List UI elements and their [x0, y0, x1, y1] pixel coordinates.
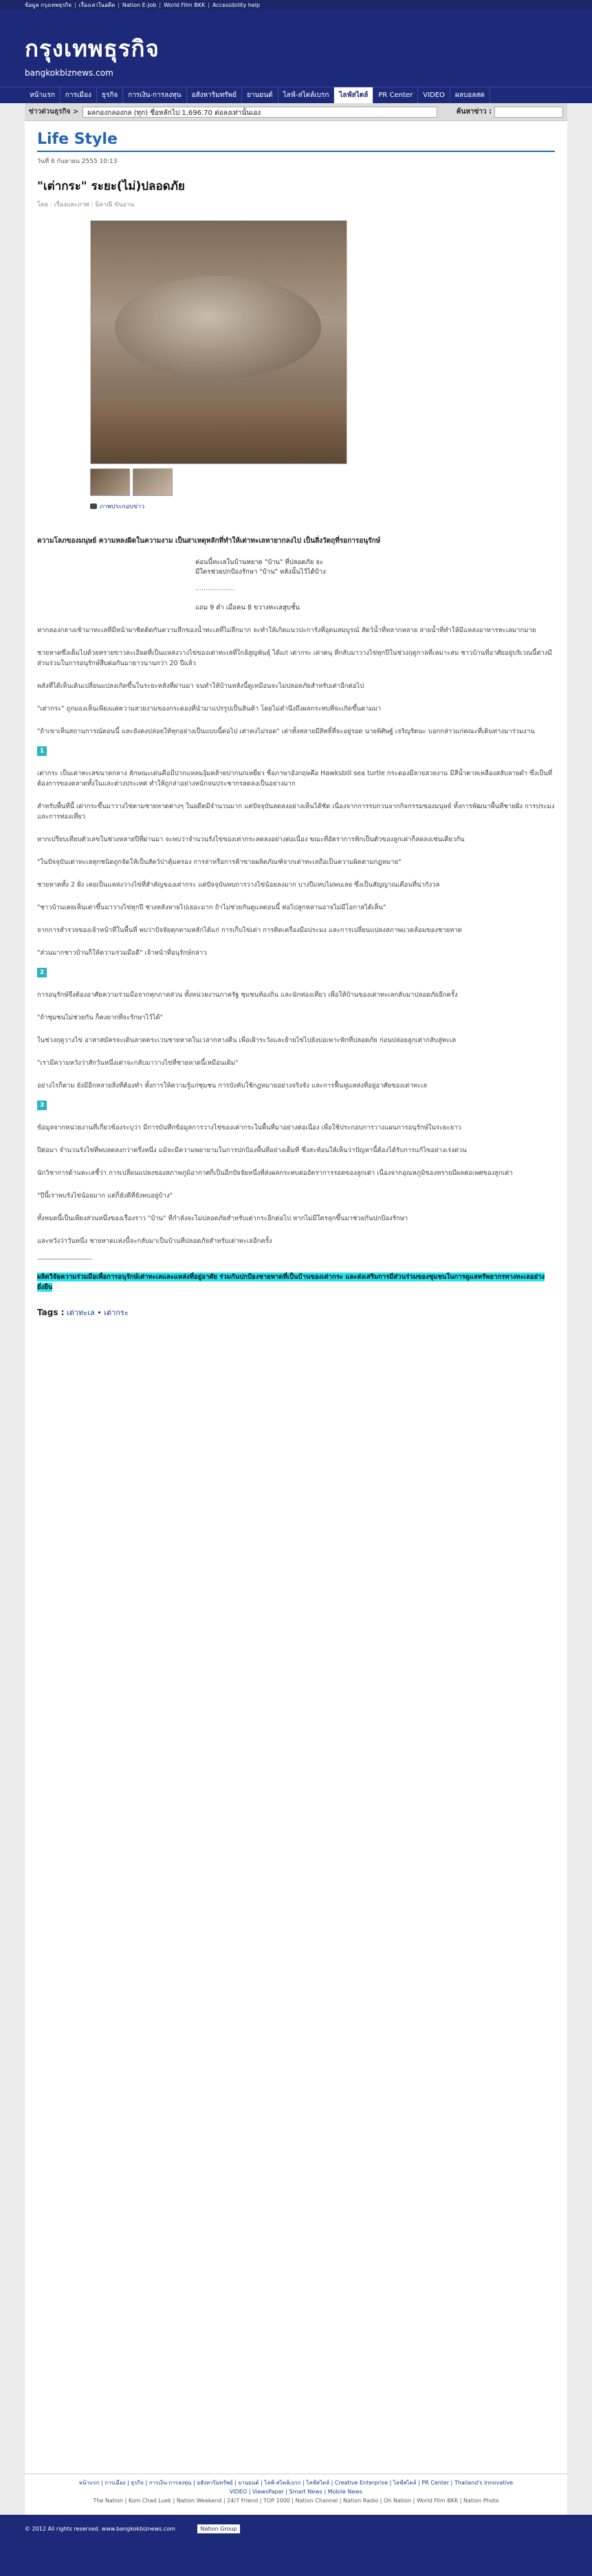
article-paragraph: "ส่วนมากชาวบ้านก็ให้ความร่วมมือดี" เจ้าหน้าที่อนุรักษ์กล่าว [37, 949, 207, 957]
article-paragraph: พลังที่ได้เห็นเดินเปลี่ยนแปลงเกิดขึ้นในระยะหลังที่ผ่านมา จนทำให้บ้านหลังนี้ดูเหมือนจะไม่ปลอดภัยสำหรับเต่าอีกต่อไป [37, 682, 364, 690]
article-paragraph: ทั้งหมดนี้เป็นเพียงส่วนหนึ่งของเรื่องราว "บ้าน" ที่กำลังจะไม่ปลอดภัยสำหรับเต่ากระอีกต่อไป หากไม่มีใครลุกขึ้นมาช่วยกันปกป้องรักษา [37, 1215, 408, 1222]
main-nav [0, 87, 592, 103]
article-paragraph: หากเปรียบเทียบตัวเลขในช่วงหลายปีที่ผ่านมา จะพบว่าจำนวนรังไข่ของเต่ากระลดลงอย่างต่อเนื่อง ขณะที่อัตราการฟักเป็นตัวของลูกเต่าก็ลดลงเช่นเดียวกัน [37, 836, 465, 843]
article-paragraph: ปีต่อมา จำนวนรังไข่ที่พบลดลงกว่าครึ่งหนึ่ง แม้จะมีความพยายามในการปกป้องพื้นที่อย่างเต็มที่ ซึ่งสะท้อนให้เห็นว่าปัญหานี้ต้องได้รับการแก้ไขอย่างเร่งด่วน [37, 1147, 467, 1154]
tags-label: Tags : [37, 1308, 65, 1317]
nav-video[interactable]: VIDEO [418, 87, 450, 104]
article-byline: โดย : เรื่องและภาพ : นิลาณี ขันอาน [37, 202, 135, 208]
footer-nav-row[interactable]: VIDEO | ViewsPaper | Smart News | Mobile News [229, 2489, 363, 2495]
breaking-news-label: ข่าวด่วนธุรกิจ > [29, 108, 79, 116]
nav-lifestyle-break[interactable]: ไลฟ์-สไตล์เบรก [278, 87, 335, 104]
article-paragraph: นักวิชาการด้านทะเลชี้ว่า การเปลี่ยนแปลงของสภาพภูมิอากาศก็เป็นอีกปัจจัยหนึ่งที่ส่งผลกระทบต่ออัตราการรอดของลูกเต่า เนื่องจากอุณหภูมิของทรายมีผลต่อเพศของลูกเต่า [37, 1169, 513, 1177]
article-paragraph: หากลองกลางเข้ามาทะเลที่มีหน้าผาชิดติดกันความลึกของน้ำทะเลที่ไม่ลึกมาก จะทำให้เกิดแนวปะการังที่อุดมสมบูรณ์ สัตว์น้ำที่หลากหลาย สายน้ำที่ทำให้มีแหล่งอาหารทะเลมากมาย [37, 627, 536, 634]
section-title: Life Style [37, 131, 118, 148]
article-paragraph: และหวังว่าวันหนึ่ง ชายหาดแห่งนี้จะกลับมาเป็นบ้านที่ปลอดภัยสำหรับเต่าทะเลอีกครั้ง [37, 1237, 272, 1245]
nav-home[interactable]: หน้าแรก [25, 87, 61, 104]
nav-football[interactable]: ผลบอลสด [450, 87, 490, 104]
photo-ground [91, 402, 347, 464]
nation-group-badge[interactable]: Nation Group [197, 2524, 239, 2533]
nav-politics[interactable]: การเมือง [61, 87, 97, 104]
article-paragraph: ชายหาดทั้ง 2 ฝั่ง เคยเป็นแหล่งวางไข่ที่สำคัญของเต่ากระ แต่ปัจจุบันพบการวางไข่น้อยลงมาก บางปีแทบไม่พบเลย ซึ่งเป็นสัญญาณเตือนที่น่ากังวล [37, 881, 440, 889]
article-paragraph: "เรามีความหวังว่าสักวันหนึ่งเต่าจะกลับมาวางไข่ที่ชายหาดนี้เหมือนเดิม" [37, 1059, 239, 1067]
article-lead: ความโลภของมนุษย์ ความหลงผิดในความงาม เป็นสาเหตุหลักที่ทำให้เต่าทะเลหายากลงไป เป็นสิ่งวัตถุที่รอการอนุรักษ์ [37, 537, 381, 545]
footer-nav-row[interactable]: หน้าแรก | การเมือง | ธุรกิจ | การเงิน-การลงทุน | อสังหาริมทรัพย์ | ยานยนต์ | ไลฟ์-สไตล์เบรก | ไลฟ์สไตล์ | Creative Enterprise | ไลฟ์สไตล์ | PR Center | Thailand's Innovative [78, 2480, 514, 2486]
top-utility-bar: ข้อมูล กรุงเทพธุรกิจ | เรื่องเล่าในอดีต | Nation E-Job | World Film BKK | Accessibility help [0, 0, 592, 10]
news-ticker[interactable]: ผลกองกลองกล (ทุก) ชื่อหลักไป 1,696.70 ต่อลงเท่านั้นเอง [83, 107, 437, 118]
topbar-link[interactable]: Accessibility help [212, 1, 261, 8]
section-number-badge: 2 [37, 968, 47, 977]
logo-domain-text: bangkokbiznews.com [25, 68, 113, 78]
topbar-link[interactable]: ข้อมูล กรุงเทพธุรกิจ [25, 1, 72, 8]
pull-quote-text: ค่อนนี้ทะเลในบ้านหยาด "บ้าน" ที่ปลอดภัย จะมีใครช่วยปกป้องรักษา "บ้าน" หลังนั้นไว้ได้บ้าง [195, 559, 326, 576]
article-paragraph: จากการสำรวจของเจ้าหน้าที่ในพื้นที่ พบว่าปัจจัยคุกคามหลักได้แก่ การเก็บไข่เต่า การติดเครื่องมือประมง และการเปลี่ยนแปลงสภาพแวดล้อมของชายหาด [37, 927, 462, 934]
article-paragraph: สำหรับพื้นที่นี้ เต่ากระขึ้นมาวางไข่ตามชายหาดต่างๆ ในอดีตมีจำนวนมาก แต่ปัจจุบันลดลงอย่างเห็นได้ชัด เนื่องจากการรบกวนจากกิจกรรมของมนุษย์ ทั้งการพัฒนาพื้นที่ชายฝั่ง การประมง และการท่องเที่ยว [37, 803, 555, 821]
logo-thai-text: กรุงเทพธุรกิจ [25, 35, 160, 62]
tag-link[interactable]: เต่าทะเล [66, 1308, 95, 1317]
gallery-link[interactable] [90, 501, 555, 511]
article-paragraph: "ถ้าชุมชนไม่ช่วยกัน ก็คงยากที่จะรักษาไว้ได้" [37, 1014, 163, 1021]
topbar-link[interactable]: Nation E-Job [122, 1, 157, 8]
article-paragraph: "ชาวบ้านเคยเห็นเต่าขึ้นมาวางไข่ทุกปี ช่วงหลังหายไปเยอะมาก ถ้าไม่ช่วยกันดูแลตอนนี้ ต่อไปลูกหลานอาจไม่มีโอกาสได้เห็น" [37, 904, 386, 911]
section-number-badge: 1 [37, 746, 47, 756]
footer-nav [25, 2474, 567, 2515]
article-date: วันที่ 6 กันยายน 2555 10:13 [37, 158, 118, 165]
topbar-link[interactable]: World Film BKK [164, 1, 206, 8]
pull-quote [195, 558, 326, 613]
article-paragraph: ในช่วงฤดูวางไข่ อาสาสมัครจะเดินลาดตระเวนชายหาดในเวลากลางคืน เพื่อเฝ้าระวังและย้ายไข่ไปยังบ่อเพาะฟักที่ปลอดภัย ก่อนปล่อยลูกเต่ากลับสู่ทะเล [37, 1037, 457, 1044]
article-paragraph: ชายหาดซึ่งเต็มไปด้วยทรายขาวละเอียดที่เป็นแหล่งวางไข่ของเต่าทะเลที่ใกล้สูญพันธุ์ ได้แก่ เต่ากระ เต่าตนุ ที่กลับมาวางไข่ทุกปีในช่วงฤดูกาลที่เหมาะสม ชาวบ้านที่อาศัยอยู่บริเวณนี้ต่างมีส่วนร่วมในการอนุรักษ์สืบต่อกันมายาวนานกว่า 20 ปีแล้ว [37, 649, 552, 667]
breaking-news-bar [25, 103, 567, 121]
topbar-link[interactable]: เรื่องเล่าในอดีต [78, 1, 116, 8]
nav-property[interactable]: อสังหาริมทรัพย์ [187, 87, 243, 104]
article-paragraph: "เต่ากระ" ถูกมองเห็นเพียงแค่ความสวยงามของกระดองที่นำมาแปรรูปเป็นสินค้า โดยไม่คำนึงถึงผลกระทบที่จะเกิดขึ้นตามมา [37, 705, 382, 713]
article-paragraph: "ถ้าเขาเห็นสถานการณ์ตอนนี้ และยังคงปล่อยให้ทุกอย่างเป็นแบบนี้ต่อไป เต่าคงไม่รอด" เต่าทั้งหลายมีสิทธิ์ที่จะอยู่รอด นายพิศิษฐ์ เจริญรัตนะ บอกกล่าวแก่คณะที่เดินทางมาร่วมงาน [37, 728, 535, 735]
photo-thumbnail[interactable] [90, 468, 130, 496]
nav-business[interactable]: ธุรกิจ [97, 87, 123, 104]
masthead [0, 10, 592, 87]
photo-thumbnails [90, 468, 555, 496]
article-paragraph: เต่ากระ เป็นเต่าทะเลขนาดกลาง ลักษณะเด่นคือมีปากแหลมงุ้มคล้ายปากนกเหยี่ยว ชื่อภาษาอังกฤษคือ Hawksbill sea turtle กระดองมีลายสวยงาม มีสีน้ำตาลเหลืองสลับลายดำ ซึ่งเป็นที่ต้องการของตลาดทั้งในและต่างประเทศ ทำให้ถูกล่าอย่างหนักจนประชากรลดลงเป็นอย่างมาก [37, 770, 553, 788]
copyright-text: © 2012 All rights reserved. www.bangkokbiznews.com [25, 2526, 175, 2532]
section-divider [37, 151, 555, 152]
footer-bar [0, 2515, 592, 2576]
article-paragraph: ข้อมูลจากหน่วยงานที่เกี่ยวข้องระบุว่า มีการบันทึกข้อมูลการวางไข่ของเต่ากระในพื้นที่มาอย่างต่อเนื่อง เพื่อใช้ประกอบการวางแผนการอนุรักษ์ในระยะยาว [37, 1124, 461, 1132]
article-tags: Tags : เต่าทะเล • เต่ากระ [37, 1308, 129, 1317]
nav-auto[interactable]: ยานยนต์ [242, 87, 278, 104]
photo-thumbnail[interactable] [133, 468, 173, 496]
nav-finance[interactable]: การเงิน-การลงทุน [123, 87, 186, 104]
pull-quote-note: แถม 9 ดำ เมื่อคน 8 ขวางทะเลสูบชั้น [195, 604, 300, 611]
nav-pr-center[interactable]: PR Center [373, 87, 418, 104]
tag-link[interactable]: เต่ากระ [104, 1308, 129, 1317]
nav-lifestyle[interactable]: ไลฟ์สไตล์ [334, 87, 373, 104]
article-main-photo[interactable] [90, 220, 347, 464]
article-paragraph: "ในปัจจุบันเต่าทะเลทุกชนิดถูกจัดให้เป็นสัตว์ป่าคุ้มครอง การล่าหรือการค้าขายผลิตภัณฑ์จากเต่าทะเลถือเป็นความผิดตามกฎหมาย" [37, 858, 402, 866]
section-number-badge: 3 [37, 1101, 47, 1110]
article-paragraph: อย่างไรก็ตาม ยังมีอีกหลายสิ่งที่ต้องทำ ทั้งการให้ความรู้แก่ชุมชน การบังคับใช้กฎหมายอย่างจริงจัง และการฟื้นฟูแหล่งที่อยู่อาศัยของเต่าทะเล [37, 1082, 428, 1090]
article-container [25, 121, 567, 2474]
footer-network-row[interactable]: The Nation | Kom Chad Luek | Nation Weekend | 24/7 Friend | TOP 1000 | Nation Channel | Nation Radio | Oh Nation | World Film BKK | Nation Photo [93, 2498, 499, 2504]
article-paragraph: "ปีนี้เราพบรังไข่น้อยมาก แต่ก็ยังดีที่ยังพบอยู่บ้าง" [37, 1192, 173, 1200]
search-label: ค้นหาข่าว : [456, 108, 492, 116]
pull-quote-dots: ................... [195, 585, 235, 592]
turtle-shell-shape [115, 276, 321, 379]
site-logo[interactable] [25, 30, 160, 78]
search-input[interactable] [494, 107, 563, 118]
gallery-link-label: ภาพประกอบข่าว [100, 504, 145, 510]
camera-icon [90, 504, 97, 509]
highlighted-paragraph: ผลิตวิจัยความร่วมมือเพื่อการอนุรักษ์เต่าทะเลและแหล่งที่อยู่อาศัย ร่วมกันปกป้องชายหาดที่เป็นบ้านของเต่ากระ และส่งเสริมการมีส่วนร่วมของชุมชนในการดูแลทรัพยากรทางทะเลอย่างยั่งยืน [37, 1273, 545, 1291]
article-paragraph: การอนุรักษ์จึงต้องอาศัยความร่วมมือจากทุกภาคส่วน ทั้งหน่วยงานภาครัฐ ชุมชนท้องถิ่น และนักท่องเที่ยว เพื่อให้บ้านของเต่าทะเลกลับมาปลอดภัยอีกครั้ง [37, 991, 458, 999]
article-headline: "เต่ากระ" ระยะ(ไม่)ปลอดภัย [37, 180, 185, 193]
